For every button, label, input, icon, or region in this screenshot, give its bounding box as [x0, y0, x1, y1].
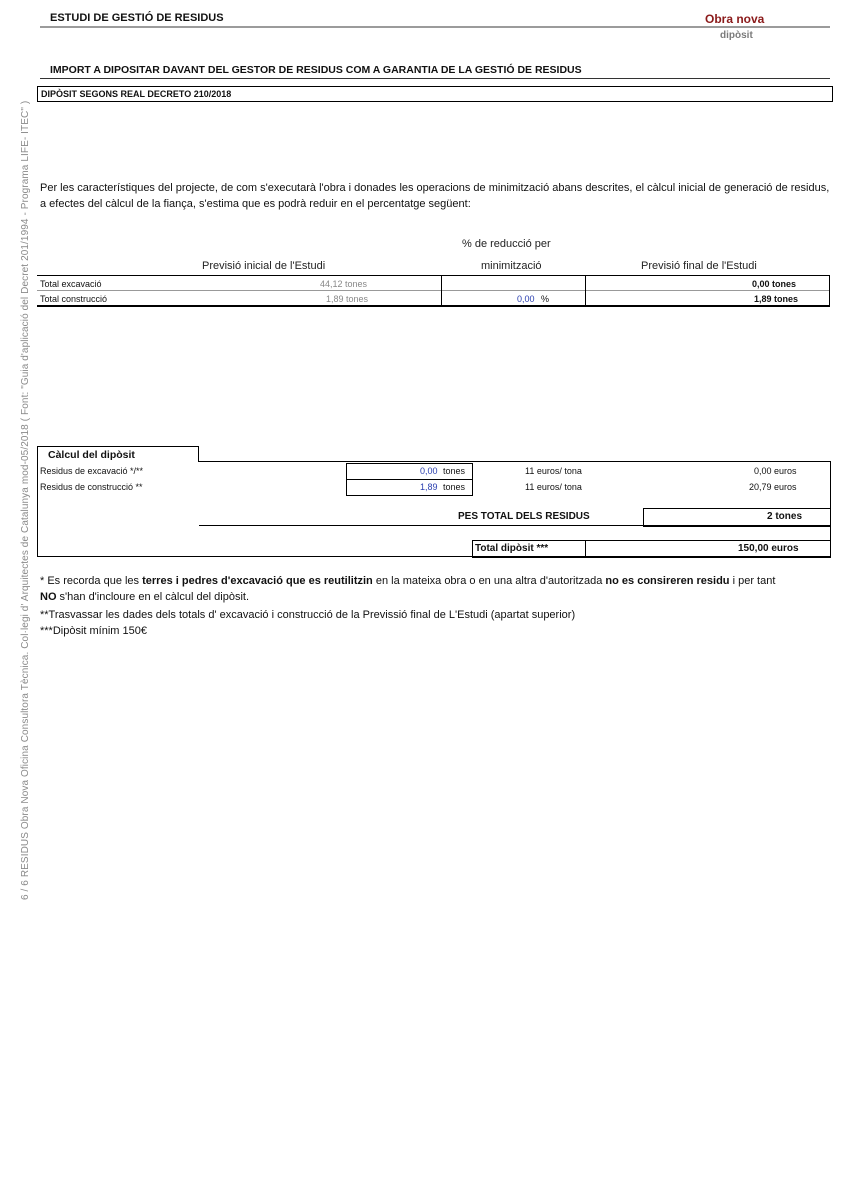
- calc-top-line: [199, 461, 830, 462]
- section-title: IMPORT A DIPOSITAR DAVANT DEL GESTOR DE RESIDUS COM A GARANTIA DE LA GESTIÓ DE RESIDUS: [50, 64, 582, 76]
- note-terres-e: i per tant: [729, 575, 776, 587]
- note-diposit-minim: ***Dipòsit mínim 150€: [40, 625, 147, 637]
- calc-label-construccio: Residus de construcció **: [40, 482, 143, 492]
- pes-total-box: [643, 508, 831, 527]
- obra-type-label: Obra nova: [705, 12, 765, 26]
- intro-paragraph: Per les característiques del projecte, de com s'executarà l'obra i donades les operacions de minimització abans descrites, el càlcul inicial de generació de residus, a efectes del càlcul de la fiança, s'estima que es podrà reduir en el percentatge següent:: [40, 182, 830, 210]
- row-reduccio-construccio[interactable]: 0,00: [517, 294, 535, 304]
- reduction-table-col-line: [585, 275, 586, 306]
- note-terres: [40, 573, 835, 605]
- row-label-excavacio: Total excavació: [40, 279, 102, 289]
- col-header-final: Previsió final de l'Estudi: [641, 260, 757, 272]
- page-title: ESTUDI DE GESTIÓ DE RESIDUS: [50, 12, 224, 24]
- reduction-table-row-separator: [37, 290, 829, 291]
- side-vertical-caption: 6 / 6 RESIDUS Obra Nova Oficina Consultora Tècnica. Col·legi d' Arquitectes de Catalunya mod-05/2018 ( Font: "Guia d'aplicació del Decret 201/1994 - Programa LIFE- ITEC" ): [20, 100, 31, 900]
- note-terres-c: en la mateixa obra o en una altra d'autoritzada: [372, 575, 606, 587]
- total-diposit-label: Total dipòsit ***: [475, 543, 549, 554]
- reduction-table: [37, 275, 830, 307]
- section-divider: [40, 78, 830, 79]
- calc-tab-title: Càlcul del dipòsit: [37, 446, 199, 462]
- calc-label-excavacio: Residus de excavació */**: [40, 466, 144, 476]
- row-final-construccio: 1,89 tones: [754, 294, 799, 304]
- col-header-reduccio-1: % de reducció per: [462, 238, 551, 250]
- header-divider: [40, 26, 830, 28]
- calc-total-excavacio: 0,00 euros: [754, 466, 797, 476]
- total-diposit-value: 150,00 euros: [738, 543, 799, 554]
- col-header-inicial: Previsió inicial de l'Estudi: [202, 260, 326, 272]
- calc-unit-construccio: tones: [443, 482, 466, 492]
- row-inicial-excavacio: 44,12 tones: [320, 279, 368, 289]
- calc-value-excavacio: 0,00: [420, 466, 438, 476]
- calc-value-construccio: 1,89: [420, 482, 438, 492]
- col-header-reduccio-2: minimització: [481, 260, 542, 272]
- row-label-construccio: Total construcció: [40, 294, 108, 304]
- calc-total-construccio: 20,79 euros: [749, 482, 797, 492]
- note-terres-d: no es consireren residu: [605, 575, 730, 587]
- calc-rate-excavacio: 11 euros/ tona: [525, 466, 582, 476]
- diposit-label: dipòsit: [720, 30, 753, 41]
- pes-total-value: 2 tones: [767, 511, 803, 522]
- total-diposit-divider: [585, 540, 586, 557]
- reduction-table-col-line: [441, 275, 442, 306]
- calc-unit-excavacio: tones: [443, 466, 466, 476]
- reduction-table-bottom: [37, 305, 830, 306]
- calc-rate-construccio: 11 euros/ tona: [525, 482, 582, 492]
- decret-box: DIPÒSIT SEGONS REAL DECRETO 210/2018: [37, 86, 833, 102]
- pes-total-label: PES TOTAL DELS RESIDUS: [458, 511, 590, 522]
- row-inicial-construccio: 1,89 tones: [326, 294, 369, 304]
- note-terres-g: s'han d'incloure en el càlcul del dipòsit.: [56, 591, 250, 603]
- note-terres-f: NO: [40, 591, 57, 603]
- row-final-excavacio: 0,00 tones: [752, 279, 797, 289]
- note-terres-b: terres i pedres d'excavació que es reutilitzin: [142, 575, 373, 587]
- note-trasvassar: **Trasvassar les dades dels totals d' excavació i construcció de la Previssió final de L'Estudi (apartat superior): [40, 609, 576, 621]
- note-terres-a: * Es recorda que les: [40, 575, 143, 587]
- row-reduccio-unit: %: [541, 294, 550, 304]
